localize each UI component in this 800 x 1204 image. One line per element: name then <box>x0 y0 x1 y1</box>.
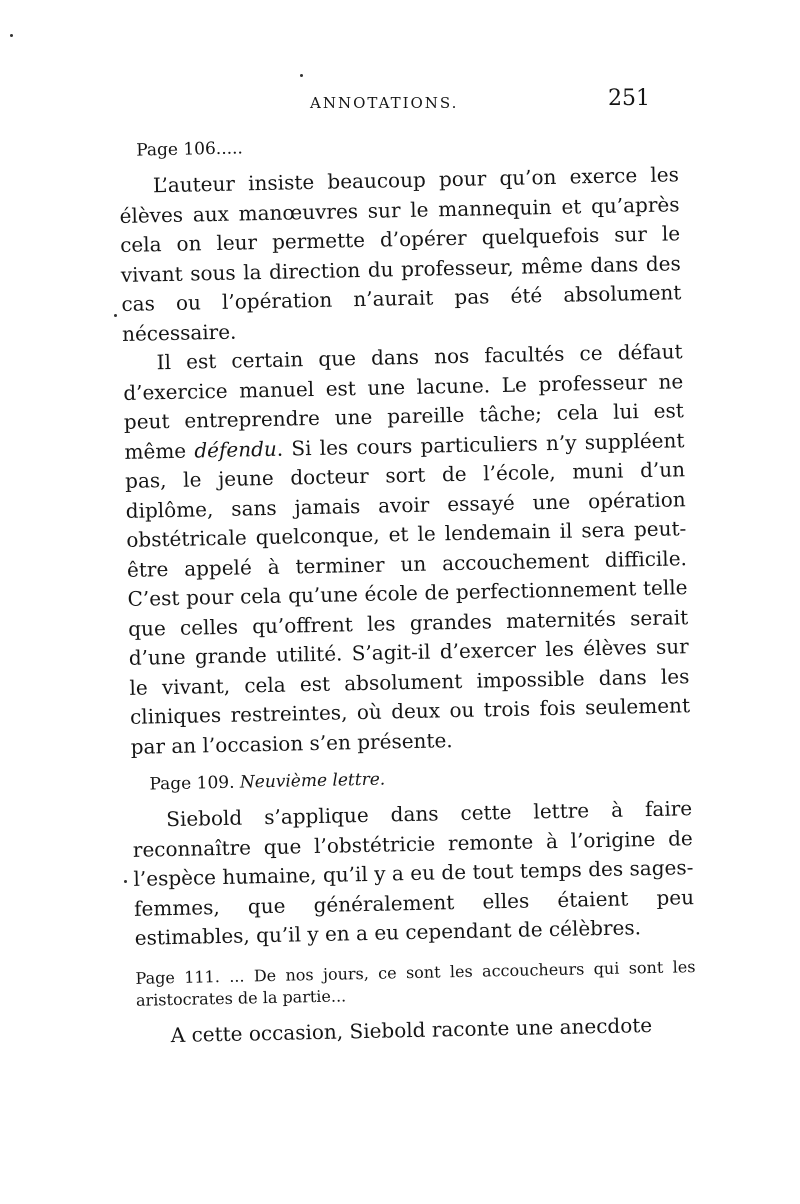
print-speck <box>124 880 127 883</box>
paragraph-3: Siebold s’applique dans cette lettre à faire reconnaître que l’obstétricie remonte à l’origine de l’espèce humaine, qu’il y a eu de tout temps des sages-femmes, que généralement elles étaient peu estimables, qu’il y en a eu cependant de célèbres. <box>132 796 695 951</box>
paragraph-1: L’auteur insiste beaucoup pour qu’on exerce les élèves aux manœuvres sur le mannequin et qu’après cela on leur permette d’opérer quelquefois sur le vivant sous la direction du professeur, même dans des cas ou l’opération n’aurait pas été absolument nécessaire. <box>119 162 682 346</box>
paragraph-2-text-a: Il est certain que dans nos facultés ce défaut d’exercice manuel est une lacune. Le professeur ne peut entreprendre une pareille tâche; cela lui est même <box>123 339 685 464</box>
paragraph-4: A cette occasion, Siebold raconte une anecdote <box>170 1012 653 1047</box>
paragraph-2-text-b: . Si les cours particuliers n’y suppléent pas, le jeune docteur sort de l’école, muni d’un diplôme, sans jamais avoir essayé une opération obstétricale quelconque, et le lendemain il sera peut-être appelé à terminer un accouchement difficile. C’est pour cela qu’une école de perfectionnement telle que celles qu’offrent les grandes maternités serait d’une grande utilité. S’agit-il d’exercer les élèves sur le vivant, cela est absolument impossible dans les cliniques restreintes, où deux ou trois fois seulement par an l’occasion s’en présente. <box>124 427 691 759</box>
page-number: 251 <box>608 86 650 111</box>
page-reference-106: Page 106..... <box>136 138 244 161</box>
page-reference-109-title: Neuvième lettre. <box>239 769 386 793</box>
emphasis-defendu: défendu <box>194 436 278 463</box>
running-head: ANNOTATIONS. <box>310 94 459 112</box>
print-speck <box>114 314 117 317</box>
page-header <box>120 86 660 116</box>
print-speck <box>300 74 303 77</box>
print-speck <box>10 34 13 37</box>
page-reference-109-label: Page 109. <box>149 772 235 795</box>
page-reference-111-label: Page 111. <box>135 966 221 988</box>
page-reference-111-quote: ... De nos jours, ce sont les accoucheurs qui sont les aristocrates de la partie... <box>135 956 696 1010</box>
paragraph-2 <box>122 337 691 762</box>
body-text <box>118 128 697 1051</box>
